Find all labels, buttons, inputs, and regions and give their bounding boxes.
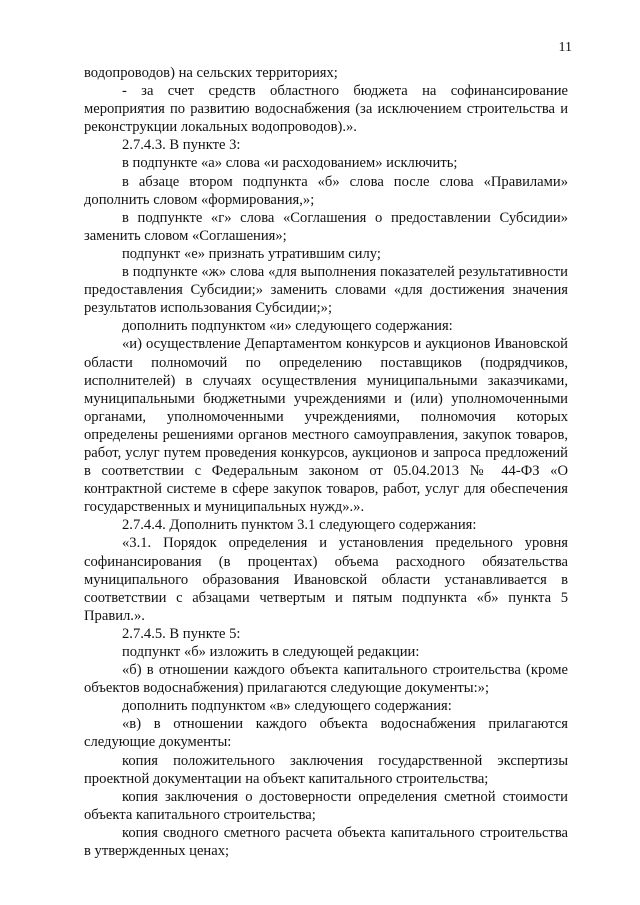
paragraph-12: «3.1. Порядок определения и установления предельного уровня софинансирования (в процентах) объема расходного обязательства муниципального образования Ивановской области устанавливается в соответствии с абзацами четвертым и пятым подпункта «б» пункта 5 Правил.». (84, 535, 568, 624)
document-body (84, 64, 568, 860)
paragraph-2: - за счет средств областного бюджета на софинансирование мероприятия по развитию водоснабжения (за исключением строительства и реконструкции локальных водопроводов).». (84, 83, 568, 136)
paragraph-3: 2.7.4.3. В пункте 3: (122, 137, 241, 154)
paragraph-20: копия сводного сметного расчета объекта капитального строительства в утвержденных ценах; (84, 824, 568, 860)
paragraph-19: копия заключения о достоверности определения сметной стоимости объекта капитального строительства; (84, 788, 568, 823)
paragraph-5: в абзаце втором подпункта «б» слова после слова «Правилами» дополнить словом «формирования,»; (84, 173, 568, 208)
paragraph-7: подпункт «е» признать утратившим силу; (122, 245, 381, 262)
paragraph-17: «в) в отношении каждого объекта водоснабжения прилагаются следующие документы: (84, 716, 568, 751)
paragraph-8: в подпункте «ж» слова «для выполнения показателей результативности предоставления Субсидии;» заменить словами «для достижения значения результатов использования Субсидии;»; (84, 264, 568, 317)
paragraph-10: «и) осуществление Департаментом конкурсов и аукционов Ивановской области полномочий по определению поставщиков (подрядчиков, исполнителей) в случаях осуществления муниципальными заказчиками, муниципальными бюджетными учреждениями и (или) уполномоченными органами, уполномоченными учреждениями, полномочия которых определены решениями органов местного самоуправления, закупок товаров, работ, услуг путем проведения конкурсов, аукционов и запроса предложений в соответствии с Федеральным законом от 05.04.2013 № 44-ФЗ «О контрактной системе в сфере закупок товаров, работ, услуг для обеспечения государственных и муниципальных нужд».». (84, 336, 568, 516)
paragraph-15: «б) в отношении каждого объекта капитального строительства (кроме объектов водоснабжения) прилагаются следующие документы:»; (84, 662, 568, 697)
page-number: 11 (558, 40, 572, 55)
paragraph-1: водопроводов) на сельских территориях; (84, 65, 338, 81)
paragraph-4: в подпункте «а» слова «и расходованием» исключить; (122, 155, 458, 172)
paragraph-14: подпункт «б» изложить в следующей редакции: (122, 644, 420, 660)
paragraph-11: 2.7.4.4. Дополнить пунктом 3.1 следующего содержания: (122, 517, 477, 534)
paragraph-13: 2.7.4.5. В пункте 5: (122, 625, 241, 642)
paragraph-18: копия положительного заключения государственной экспертизы проектной документации на объект капитального строительства; (84, 752, 568, 787)
paragraph-6: в подпункте «г» слова «Соглашения о предоставлении Субсидии» заменить словом «Соглашения»; (84, 209, 568, 244)
paragraph-9: дополнить подпунктом «и» следующего содержания: (122, 318, 453, 335)
paragraph-16: дополнить подпунктом «в» следующего содержания: (122, 698, 452, 715)
